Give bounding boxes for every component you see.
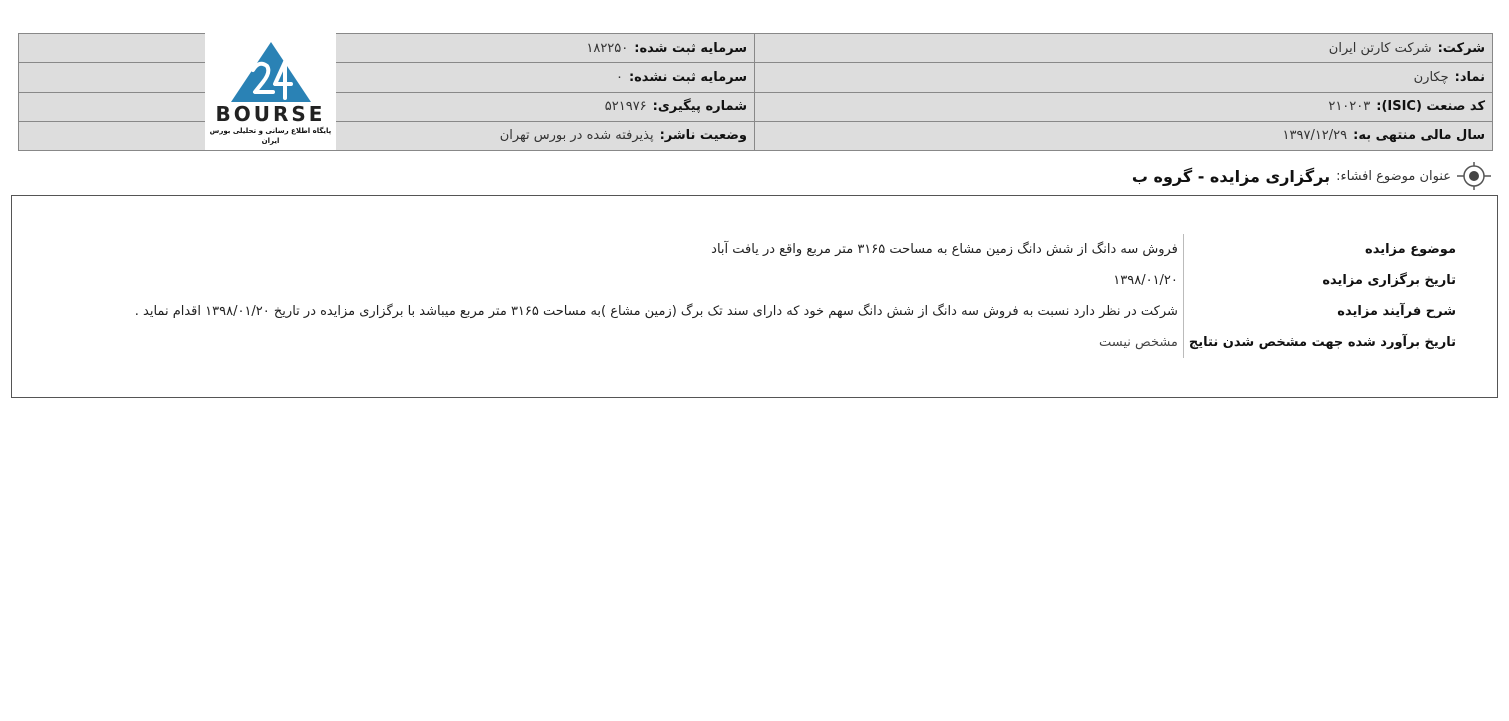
tracking-value: ۵۲۱۹۷۶: [604, 99, 647, 115]
subject-label: عنوان موضوع افشاء:: [1336, 168, 1451, 184]
symbol-label: نماد:: [1454, 69, 1485, 85]
detail-label: تاریخ برگزاری مزایده: [1183, 265, 1457, 296]
registered-capital-label: سرمایه ثبت شده:: [634, 40, 747, 56]
detail-value: فروش سه دانگ از شش دانگ زمین مشاع به مساحت ۳۱۶۵ متر مربع واقع در یافت آباد: [711, 242, 1178, 257]
isic-label: کد صنعت (ISIC):: [1376, 99, 1485, 115]
publisher-status-value: پذیرفته شده در بورس تهران: [499, 128, 654, 144]
company-label: شرکت:: [1437, 40, 1485, 56]
symbol-cell: [755, 63, 1493, 92]
detail-label: تاریخ برآورد شده جهت مشخص شدن نتایج: [1183, 327, 1457, 358]
detail-row: [134, 265, 1457, 296]
isic-value: ۲۱۰۲۰۳: [1328, 99, 1371, 115]
fiscal-year-cell: [755, 121, 1493, 150]
company-cell: [755, 34, 1493, 63]
isic-cell: [755, 92, 1493, 121]
detail-value: مشخص نیست: [1098, 335, 1178, 350]
logo-triangle-icon: [229, 40, 313, 104]
detail-label: موضوع مزایده: [1183, 234, 1457, 265]
detail-label: شرح فرآیند مزایده: [1183, 296, 1457, 327]
publisher-status-cell: [19, 121, 755, 150]
registered-capital-cell: [19, 34, 755, 63]
fiscal-year-value: ۱۳۹۷/۱۲/۲۹: [1282, 128, 1348, 144]
detail-row: [134, 296, 1457, 327]
publisher-status-label: وضعیت ناشر:: [659, 128, 747, 144]
symbol-value: چکارن: [1413, 69, 1449, 85]
logo-wordmark: BOURSE: [215, 102, 326, 126]
unregistered-capital-cell: [19, 63, 755, 92]
target-icon: [1457, 160, 1491, 192]
bourse24-logo: [205, 22, 336, 150]
logo-subtitle: پایگاه اطلاع رسانی و تحلیلی بورس ایران: [209, 127, 332, 145]
tracking-cell: [19, 92, 755, 121]
detail-value: شرکت در نظر دارد نسبت به فروش سه دانگ از شش دانگ سهم خود که دارای سند تک برگ (زمین مشاع )به مساحت ۳۱۶۵ متر مربع میباشد با برگزاری مزایده در تاریخ ۱۳۹۸/۰۱/۲۰ اقدام نماید .: [134, 304, 1178, 319]
auction-details-table: [134, 234, 1457, 358]
detail-row: [134, 327, 1457, 358]
detail-value: ۱۳۹۸/۰۱/۲۰: [1113, 273, 1178, 288]
unregistered-capital-label: سرمایه ثبت نشده:: [628, 69, 747, 85]
disclosure-subject: [1132, 160, 1491, 192]
detail-row: [134, 234, 1457, 265]
subject-title: برگزاری مزایده - گروه ب: [1131, 166, 1331, 186]
unregistered-capital-value: ۰: [615, 69, 623, 85]
fiscal-year-label: سال مالی منتهی به:: [1353, 128, 1485, 144]
tracking-label: شماره پیگیری:: [652, 99, 747, 115]
auction-details-box: [11, 195, 1498, 398]
registered-capital-value: ۱۸۲۲۵۰: [586, 40, 629, 56]
company-value: شرکت کارتن ایران: [1328, 40, 1432, 56]
